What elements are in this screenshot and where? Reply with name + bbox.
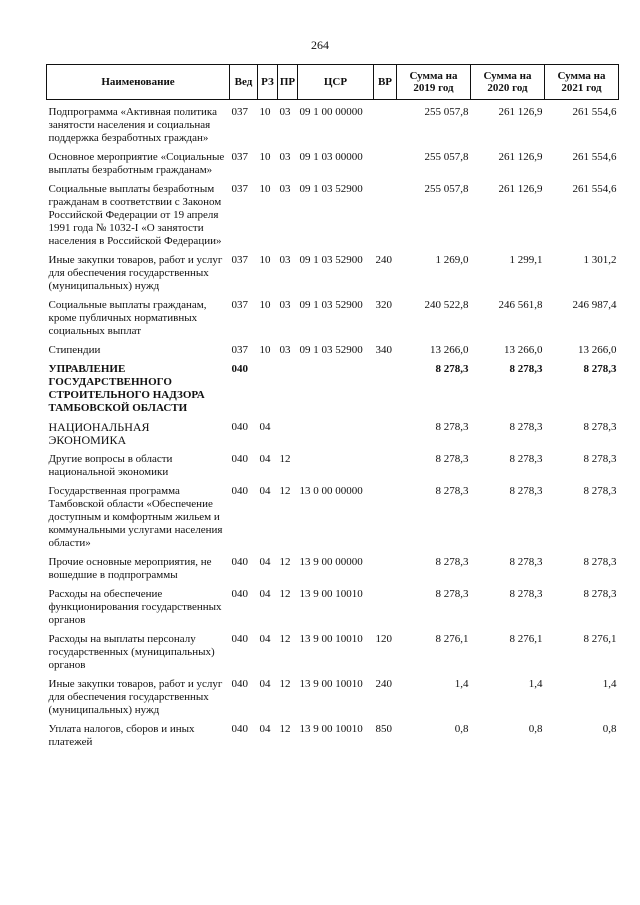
cell-sum-2021: 8 278,3 xyxy=(583,453,617,465)
cell-sum-2021: 1,4 xyxy=(602,678,617,690)
table-row xyxy=(47,447,619,479)
cell-vr: 240 xyxy=(375,678,392,690)
cell-sum-2019: 240 522,8 xyxy=(424,299,469,311)
table-row xyxy=(47,338,619,357)
cell-csr xyxy=(298,447,374,479)
cell-name: Уплата налогов, сборов и иных платежей xyxy=(48,723,195,748)
cell-vr: 340 xyxy=(375,344,392,356)
cell-rz: 10 xyxy=(259,106,271,118)
cell-sum-2021: 261 554,6 xyxy=(572,106,617,118)
header-rz: РЗ xyxy=(258,65,278,100)
cell-sum-2021: 1 301,2 xyxy=(583,254,617,266)
cell-sum-2020: 0,8 xyxy=(528,723,543,735)
table-body xyxy=(47,100,619,750)
cell-csr: 13 0 00 00000 xyxy=(299,485,363,497)
cell-sum-2019: 8 278,3 xyxy=(435,556,469,568)
cell-ved: 037 xyxy=(231,151,248,163)
cell-sum-2019: 255 057,8 xyxy=(424,183,469,195)
cell-name: Иные закупки товаров, работ и услуг для обеспечения государственных (муниципальных) нужд xyxy=(48,254,223,292)
cell-rz: 04 xyxy=(259,588,271,600)
cell-rz: 10 xyxy=(259,299,271,311)
cell-name: Социальные выплаты гражданам, кроме публичных нормативных социальных выплат xyxy=(48,299,207,337)
cell-vr xyxy=(374,550,397,582)
cell-name: Основное мероприятие «Социальные выплаты безработным гражданам» xyxy=(48,151,225,176)
cell-name: Стипендии xyxy=(48,344,101,356)
cell-sum-2020: 8 278,3 xyxy=(509,588,543,600)
cell-ved: 037 xyxy=(231,299,248,311)
cell-rz: 04 xyxy=(259,723,271,735)
cell-vr: 850 xyxy=(375,723,392,735)
cell-sum-2021: 261 554,6 xyxy=(572,151,617,163)
cell-name: НАЦИОНАЛЬНАЯ ЭКОНОМИКА xyxy=(48,420,150,447)
page-number: 264 xyxy=(311,38,329,52)
cell-sum-2021: 8 276,1 xyxy=(583,633,617,645)
cell-ved: 037 xyxy=(231,254,248,266)
cell-rz: 10 xyxy=(259,344,271,356)
cell-pr: 03 xyxy=(279,344,291,356)
cell-sum-2020: 13 266,0 xyxy=(504,344,543,356)
cell-pr: 12 xyxy=(279,678,291,690)
cell-sum-2021: 13 266,0 xyxy=(578,344,617,356)
cell-sum-2020: 8 278,3 xyxy=(509,421,543,433)
cell-sum-2020: 1,4 xyxy=(528,678,543,690)
cell-pr: 12 xyxy=(279,633,291,645)
cell-vr xyxy=(374,479,397,550)
cell-csr xyxy=(298,357,374,415)
cell-sum-2019: 8 278,3 xyxy=(435,453,469,465)
table-row xyxy=(47,100,619,146)
cell-rz: 04 xyxy=(259,485,271,497)
cell-vr: 120 xyxy=(375,633,392,645)
cell-sum-2019: 0,8 xyxy=(454,723,469,735)
cell-ved: 040 xyxy=(231,556,248,568)
cell-csr: 09 1 03 52900 xyxy=(299,344,363,356)
cell-sum-2020: 261 126,9 xyxy=(498,183,543,195)
cell-rz: 10 xyxy=(259,151,271,163)
table-row xyxy=(47,293,619,338)
cell-ved: 040 xyxy=(231,588,248,600)
cell-rz: 04 xyxy=(259,556,271,568)
cell-sum-2020: 261 126,9 xyxy=(498,151,543,163)
cell-csr: 09 1 00 00000 xyxy=(299,106,363,118)
cell-csr: 13 9 00 10010 xyxy=(299,723,363,735)
cell-csr: 13 9 00 10010 xyxy=(299,633,363,645)
header-sum-2021: Сумма на 2021 год xyxy=(545,65,619,100)
cell-ved: 040 xyxy=(231,633,248,645)
cell-vr: 320 xyxy=(375,299,392,311)
cell-sum-2019: 8 278,3 xyxy=(435,485,469,497)
cell-vr xyxy=(374,415,397,447)
cell-name: Подпрограмма «Активная политика занятости населения и социальная поддержка безработных граждан» xyxy=(48,106,217,144)
cell-name: Другие вопросы в области национальной экономики xyxy=(48,453,173,478)
cell-rz: 04 xyxy=(259,453,271,465)
cell-vr xyxy=(374,177,397,248)
cell-ved: 040 xyxy=(231,421,248,433)
cell-sum-2020: 261 126,9 xyxy=(498,106,543,118)
cell-ved: 037 xyxy=(231,344,248,356)
cell-sum-2020: 8 276,1 xyxy=(509,633,543,645)
cell-ved: 040 xyxy=(231,723,248,735)
cell-sum-2021: 8 278,3 xyxy=(583,588,617,600)
cell-rz: 04 xyxy=(259,678,271,690)
cell-sum-2020: 8 278,3 xyxy=(509,485,543,497)
cell-sum-2019: 8 278,3 xyxy=(435,588,469,600)
cell-vr xyxy=(374,357,397,415)
cell-name: Расходы на обеспечение функционирования государственных органов xyxy=(48,588,222,626)
cell-pr: 03 xyxy=(279,106,291,118)
cell-sum-2021: 261 554,6 xyxy=(572,183,617,195)
cell-csr: 09 1 03 52900 xyxy=(299,254,363,266)
cell-sum-2020: 1 299,1 xyxy=(509,254,543,266)
header-sum-2020: Сумма на 2020 год xyxy=(471,65,545,100)
cell-csr xyxy=(298,415,374,447)
cell-sum-2021: 8 278,3 xyxy=(583,485,617,497)
cell-pr: 03 xyxy=(279,299,291,311)
cell-pr: 12 xyxy=(279,556,291,568)
cell-sum-2021: 0,8 xyxy=(602,723,617,735)
cell-vr xyxy=(374,100,397,146)
cell-sum-2019: 1 269,0 xyxy=(435,254,469,266)
cell-ved: 037 xyxy=(231,183,248,195)
cell-csr: 13 9 00 00000 xyxy=(299,556,363,568)
header-vr: ВР xyxy=(374,65,397,100)
budget-table xyxy=(46,64,619,749)
cell-vr: 240 xyxy=(375,254,392,266)
cell-ved: 040 xyxy=(231,485,248,497)
cell-csr: 09 1 03 52900 xyxy=(299,183,363,195)
header-ved: Вед xyxy=(230,65,258,100)
cell-ved: 040 xyxy=(231,453,248,465)
cell-rz: 10 xyxy=(259,254,271,266)
table-row xyxy=(47,627,619,672)
cell-sum-2021: 8 278,3 xyxy=(583,421,617,433)
cell-sum-2019: 8 276,1 xyxy=(435,633,469,645)
cell-pr: 03 xyxy=(279,183,291,195)
header-name: Наименование xyxy=(47,65,230,100)
cell-sum-2019: 8 278,3 xyxy=(435,421,469,433)
cell-pr: 03 xyxy=(279,151,291,163)
table-row xyxy=(47,415,619,447)
cell-vr xyxy=(374,582,397,627)
cell-ved: 040 xyxy=(231,363,248,375)
cell-ved: 037 xyxy=(231,106,248,118)
cell-sum-2021: 8 278,3 xyxy=(583,363,617,375)
cell-pr xyxy=(278,415,298,447)
cell-rz: 04 xyxy=(259,421,271,433)
cell-sum-2019: 1,4 xyxy=(454,678,469,690)
cell-pr: 12 xyxy=(279,453,291,465)
table-row xyxy=(47,582,619,627)
table-row xyxy=(47,550,619,582)
cell-sum-2021: 246 987,4 xyxy=(572,299,617,311)
cell-name: Расходы на выплаты персоналу государственных (муниципальных) органов xyxy=(48,633,215,671)
cell-sum-2019: 8 278,3 xyxy=(435,363,469,375)
cell-sum-2020: 8 278,3 xyxy=(509,453,543,465)
cell-sum-2021: 8 278,3 xyxy=(583,556,617,568)
header-row xyxy=(47,65,619,100)
cell-sum-2020: 246 561,8 xyxy=(498,299,543,311)
cell-name: Иные закупки товаров, работ и услуг для обеспечения государственных (муниципальных) нужд xyxy=(48,678,223,716)
header-csr: ЦСР xyxy=(298,65,374,100)
cell-pr: 12 xyxy=(279,588,291,600)
cell-pr xyxy=(278,357,298,415)
cell-sum-2019: 255 057,8 xyxy=(424,151,469,163)
cell-vr xyxy=(374,447,397,479)
header-pr: ПР xyxy=(278,65,298,100)
table-row xyxy=(47,177,619,248)
table-row xyxy=(47,145,619,177)
cell-csr: 09 1 03 00000 xyxy=(299,151,363,163)
cell-name: Прочие основные мероприятия, не вошедшие в подпрограммы xyxy=(48,556,212,581)
cell-pr: 12 xyxy=(279,723,291,735)
cell-csr: 09 1 03 52900 xyxy=(299,299,363,311)
cell-vr xyxy=(374,145,397,177)
table-row xyxy=(47,717,619,749)
cell-sum-2020: 8 278,3 xyxy=(509,363,543,375)
table-row xyxy=(47,248,619,293)
cell-rz xyxy=(258,357,278,415)
cell-sum-2019: 255 057,8 xyxy=(424,106,469,118)
cell-rz: 04 xyxy=(259,633,271,645)
table-row xyxy=(47,357,619,415)
cell-name: Государственная программа Тамбовской области «Обеспечение доступным и комфортным жильем и коммунальными услугами населения области» xyxy=(48,485,223,549)
cell-csr: 13 9 00 10010 xyxy=(299,678,363,690)
table-header xyxy=(47,65,619,100)
cell-rz: 10 xyxy=(259,183,271,195)
cell-csr: 13 9 00 10010 xyxy=(299,588,363,600)
cell-sum-2019: 13 266,0 xyxy=(430,344,469,356)
cell-name: УПРАВЛЕНИЕ ГОСУДАРСТВЕННОГО СТРОИТЕЛЬНОГО НАДЗОРА ТАМБОВСКОЙ ОБЛАСТИ xyxy=(48,363,205,414)
cell-name: Социальные выплаты безработным гражданам в соответствии с Законом Российской Федерации от 19 апреля 1991 года № 1032-I «О занятости населения в Российской Федерации» xyxy=(48,183,222,247)
table-row xyxy=(47,672,619,717)
header-sum-2019: Сумма на 2019 год xyxy=(397,65,471,100)
cell-pr: 12 xyxy=(279,485,291,497)
table-row xyxy=(47,479,619,550)
cell-sum-2020: 8 278,3 xyxy=(509,556,543,568)
cell-ved: 040 xyxy=(231,678,248,690)
cell-pr: 03 xyxy=(279,254,291,266)
